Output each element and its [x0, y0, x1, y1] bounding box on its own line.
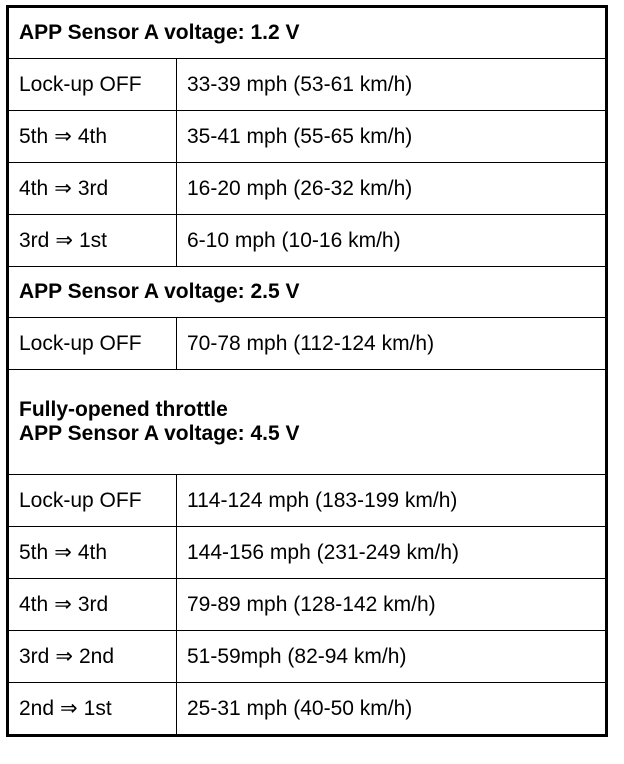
gear-to: 3rd [77, 176, 109, 200]
table-row [8, 475, 607, 527]
condition-cell: Lock-up OFF [8, 318, 177, 370]
gear-to: 1st [83, 696, 112, 720]
section-header-line: APP Sensor A voltage: 4.5 V [19, 422, 300, 445]
speed-cell: 25-31 mph (40-50 km/h) [177, 683, 607, 736]
section-header-row [8, 370, 607, 475]
speed-cell: 35-41 mph (55-65 km/h) [177, 111, 607, 163]
speed-cell: 79-89 mph (128-142 km/h) [177, 579, 607, 631]
speed-cell: 33-39 mph (53-61 km/h) [177, 59, 607, 111]
shift-arrow-icon: ⇒ [60, 696, 78, 720]
table-row [8, 631, 607, 683]
table-row [8, 579, 607, 631]
gear-to: 2nd [78, 644, 115, 668]
section-header-line: Fully-opened throttle [19, 398, 228, 421]
shift-arrow-icon: ⇒ [55, 644, 73, 668]
gear-to: 3rd [77, 592, 109, 616]
section-header: APP Sensor A voltage: 2.5 V [8, 267, 607, 318]
condition-cell [8, 527, 177, 579]
table-row [8, 59, 607, 111]
condition-cell [8, 631, 177, 683]
shift-arrow-icon: ⇒ [54, 124, 72, 148]
condition-cell [8, 579, 177, 631]
table-row [8, 111, 607, 163]
section-header: APP Sensor A voltage: 1.2 V [8, 7, 607, 59]
speed-cell: 70-78 mph (112-124 km/h) [177, 318, 607, 370]
condition-cell [8, 163, 177, 215]
condition-cell: Lock-up OFF [8, 475, 177, 527]
gear-from: 3rd [19, 228, 50, 252]
shift-arrow-icon: ⇒ [54, 592, 72, 616]
condition-cell: Lock-up OFF [8, 59, 177, 111]
speed-cell: 6-10 mph (10-16 km/h) [177, 215, 607, 267]
section-header-row [8, 267, 607, 318]
table-row [8, 215, 607, 267]
condition-cell [8, 111, 177, 163]
table-row [8, 163, 607, 215]
gear-from: 5th [19, 540, 49, 564]
gear-from: 4th [19, 592, 49, 616]
condition-cell [8, 215, 177, 267]
section-header [8, 370, 607, 475]
table-row [8, 683, 607, 736]
speed-cell: 114-124 mph (183-199 km/h) [177, 475, 607, 527]
condition-cell [8, 683, 177, 736]
shift-arrow-icon: ⇒ [54, 540, 72, 564]
gear-to: 1st [78, 228, 107, 252]
gear-from: 5th [19, 124, 49, 148]
section-header-row [8, 7, 607, 59]
shift-arrow-icon: ⇒ [54, 176, 72, 200]
gear-from: 2nd [19, 696, 55, 720]
gear-to: 4th [77, 540, 108, 564]
gear-to: 4th [77, 124, 108, 148]
gear-from: 4th [19, 176, 49, 200]
table-row [8, 527, 607, 579]
shift-speed-table [6, 5, 608, 737]
shift-arrow-icon: ⇒ [55, 228, 73, 252]
speed-cell: 144-156 mph (231-249 km/h) [177, 527, 607, 579]
speed-cell: 51-59mph (82-94 km/h) [177, 631, 607, 683]
table-row [8, 318, 607, 370]
speed-cell: 16-20 mph (26-32 km/h) [177, 163, 607, 215]
gear-from: 3rd [19, 644, 50, 668]
